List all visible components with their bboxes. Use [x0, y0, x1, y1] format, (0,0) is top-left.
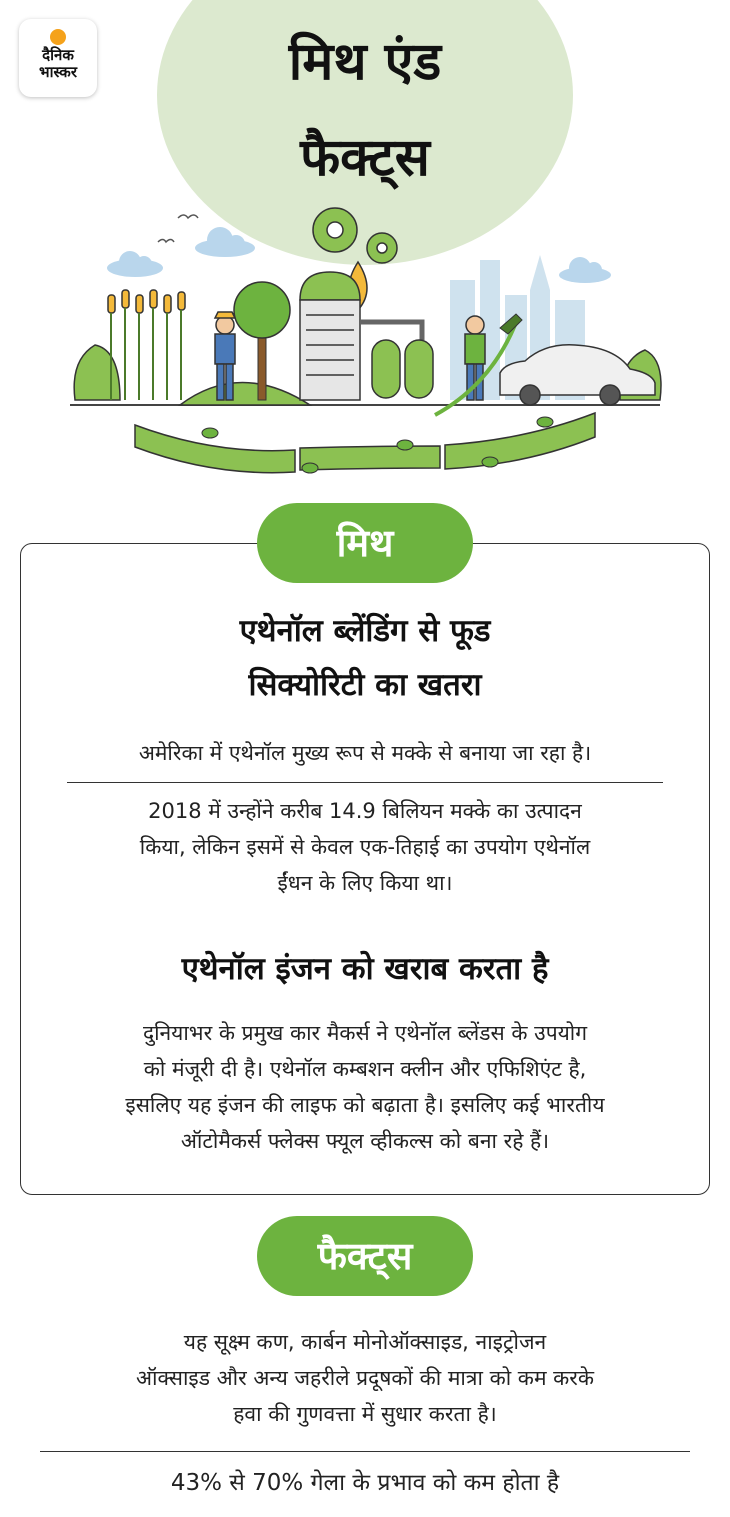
- facts-para2: 43% से 70% गेला के प्रभाव को कम होता है: [170, 1470, 560, 1496]
- sun-icon: [50, 29, 66, 45]
- divider: [40, 1451, 690, 1452]
- facts-badge: फैक्ट्स: [257, 1216, 473, 1296]
- ethanol-production-illustration: [60, 200, 670, 490]
- myth-heading1-line1: एथेनॉल ब्लेंडिंग से फूड: [239, 613, 491, 649]
- myth-para3-line2: को मंजूरी दी है। एथेनॉल कम्बशन क्लीन और एफिशिएंट है,: [143, 1057, 587, 1081]
- myth-para3-line1: दुनियाभर के प्रमुख कार मैकर्स ने एथेनॉल ब्लेंडस के उपयोग: [142, 1021, 588, 1045]
- silo-icon: [300, 272, 360, 400]
- myth-para1: अमेरिका में एथेनॉल मुख्य रूप से मक्के से बनाया जा रहा है।: [138, 741, 592, 765]
- gear-icon: [313, 208, 397, 263]
- page-title-line2: फैक्ट्स: [300, 128, 430, 188]
- dainik-bhaskar-logo[interactable]: [19, 19, 97, 97]
- cloud-icon: [107, 251, 163, 277]
- myth-para3-line4: ऑटोमैकर्स फ्लेक्स फ्यूल व्हीकल्स को बना रहे हैं।: [180, 1129, 550, 1153]
- facts-para1-line1: यह सूक्ष्म कण, कार्बन मोनोऑक्साइड, नाइट्रोजन: [183, 1330, 547, 1354]
- cloud-icon: [559, 257, 611, 283]
- myth-heading1-line2: सिक्योरिटी का खतरा: [248, 667, 482, 703]
- facts-para1-line2: ऑक्साइड और अन्य जहरीले प्रदूषकों की मात्रा को कम करके: [135, 1366, 595, 1390]
- myth-badge: मिथ: [257, 503, 473, 583]
- bird-icon: [158, 215, 198, 242]
- leaf-banner: [135, 413, 595, 473]
- facts-para1-line3: हवा की गुणवत्ता में सुधार करता है।: [233, 1402, 497, 1426]
- logo-line2: भास्कर: [39, 63, 77, 81]
- myth-para2-line1: 2018 में उन्होंने करीब 14.9 बिलियन मक्के का उत्पादन: [148, 799, 582, 823]
- divider: [67, 782, 663, 783]
- tank-icon: [372, 340, 433, 398]
- myth-heading2: एथेनॉल इंजन को खराब करता है: [181, 951, 549, 987]
- cloud-icon: [195, 227, 255, 257]
- myth-para2-line2: किया, लेकिन इसमें से केवल एक-तिहाई का उपयोग एथेनॉल: [139, 835, 591, 859]
- myth-para2-line3: ईंधन के लिए किया था।: [277, 871, 453, 895]
- myth-para3-line3: इसलिए यह इंजन की लाइफ को बढ़ाता है। इसलिए कई भारतीय: [125, 1093, 605, 1117]
- page-title-line1: मिथ एंड: [288, 32, 442, 92]
- logo-line1: दैनिक: [42, 46, 74, 64]
